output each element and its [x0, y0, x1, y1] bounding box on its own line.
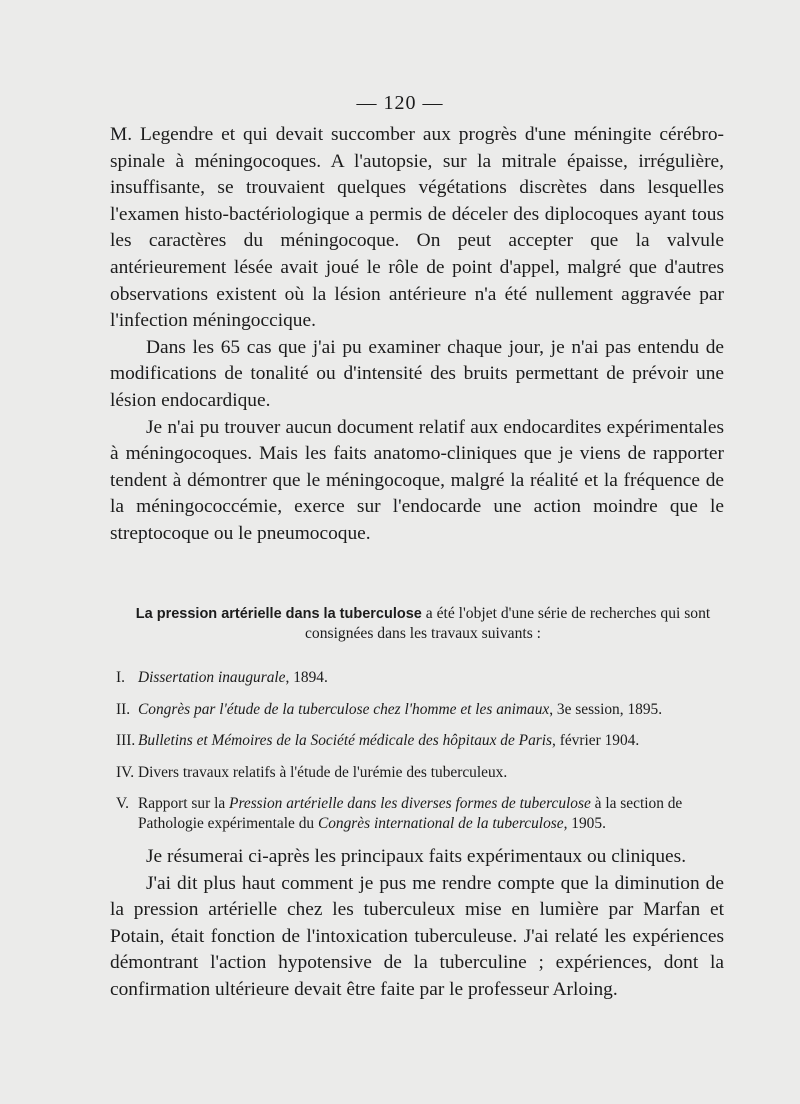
paragraph: Je n'ai pu trouver aucun document relatif aux endocardites expérimentales à méningocoques. Mais les faits anatomo-cliniques que je viens de rapporter tendent à démontrer que le méningocoque, malgré la réalité et la fréquence de la méningococcémie, exerce sur l'endocarde une action moindre que le streptocoque ou le pneumocoque. [110, 416, 724, 544]
reference-number: II. [116, 700, 131, 718]
reference-text: , février 1904. [552, 732, 640, 749]
references-list [116, 668, 732, 845]
reference-item [116, 700, 732, 720]
top-text-block [110, 122, 724, 548]
reference-title: Pression artérielle dans les diverses formes de tuberculose [229, 795, 591, 812]
reference-text: Rapport sur la [138, 795, 230, 812]
reference-number: V. [116, 795, 129, 812]
reference-text: à la section de Pathologie expérimentale du [138, 795, 683, 832]
paragraph: Je résumerai ci-après les principaux faits expérimentaux ou cliniques. [146, 846, 687, 867]
section-lead-rest: a été l'objet d'une série de recherches qui sont consignées dans les travaux suivants : [304, 605, 711, 642]
reference-title: Congrès international de la tuberculose [317, 814, 564, 832]
reference-text: , 1894. [285, 669, 328, 686]
reference-text: Divers travaux relatifs à l'étude de l'urémie des tuberculeux. [138, 763, 508, 781]
page-number: — 120 — [356, 92, 444, 114]
paragraph: Dans les 65 cas que j'ai pu examiner chaque jour, je n'ai pas entendu de modifications de tonalité ou d'intensité des bruits permettant de prévoir une lésion endocardique. [110, 336, 724, 411]
reference-title: Dissertation inaugurale [138, 669, 286, 686]
reference-item [116, 794, 732, 833]
reference-item [116, 763, 732, 783]
reference-number: IV. [116, 763, 135, 781]
section-lead: La pression artérielle dans la tuberculose [135, 606, 422, 622]
paragraph-continuation: M. Legendre et qui devait succomber aux progrès d'une méningite cérébro-spinale à méningocoques. A l'autopsie, sur la mitrale épaisse, irrégulière, insuffisante, se trouvaient quelques végétations discrètes dans lesquelles l'examen histo-bactériologique a permis de déceler des diplocoques ayant tous les caractères du méningocoque. On peut accepter que la valvule antérieurement lésée avait joué le rôle de point d'appel, malgré que d'autres observations existent où la lésion antérieure n'a été nullement aggravée par l'infection méningoccique. [110, 124, 724, 332]
reference-item [116, 731, 732, 751]
reference-title: Bulletins et Mémoires de la Société médicale des hôpitaux de Paris [138, 732, 553, 749]
reference-item [116, 668, 732, 688]
reference-text: , 3e session, 1895. [549, 700, 663, 718]
paragraph: J'ai dit plus haut comment je pus me rendre compte que la diminution de la pression artérielle chez les tuberculeux mise en lumière par Marfan et Potain, était fonction de l'intoxication tuberculeuse. J'ai relaté les expériences démontrant l'action hypotensive de la tuberculine ; expériences, dont la confirmation ultérieure devait être faite par le professeur Arloing. [110, 872, 724, 1000]
references-intro [116, 604, 730, 644]
bottom-text-block [110, 844, 724, 1004]
reference-number: I. [116, 669, 125, 686]
reference-text: , 1905. [563, 814, 606, 832]
reference-number: III. [116, 732, 136, 749]
reference-title: Congrès par l'étude de la tuberculose chez l'homme et les animaux [138, 700, 550, 718]
